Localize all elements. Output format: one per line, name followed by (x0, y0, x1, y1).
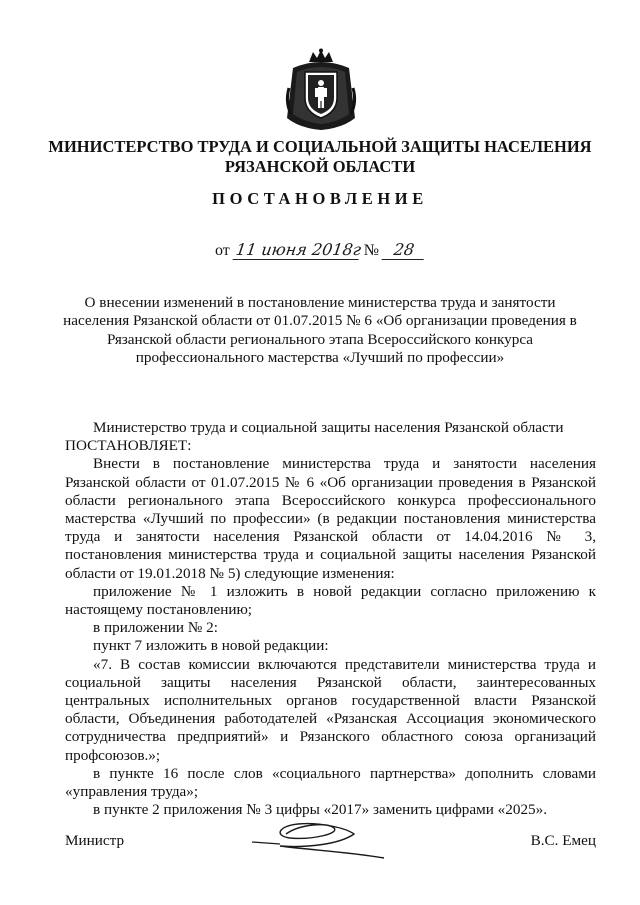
body-paragraph: в пункте 2 приложения № 3 цифры «2017» заменить цифрами «2025». (93, 801, 548, 819)
body-paragraph: в приложении № 2: (93, 619, 218, 637)
ministry-name (40, 137, 600, 177)
subject-line: О внесении изменений в постановление министерства труда и занятости (84, 294, 556, 311)
body-paragraph: пункт 7 изложить в новой редакции: (93, 637, 329, 655)
body-paragraph: приложение № 1 изложить в новой редакции согласно приложению к настоящему постановлению; (65, 582, 596, 619)
body-paragraph: Внести в постановление министерства труда и занятости населения Рязанской области от 01.07.2015 № 6 «Об организации проведения в Рязанской области регионального этапа Всероссийского конкурса профессионального мастерства «Лучший по профессии» (в редакции постановления министерства труда и занятости населения Рязанской области от 14.04.2016 № 3, постановления министерства труда и социальной защиты населения Рязанской области от 19.01.2018 № 5) следующие изменения: (65, 455, 596, 582)
body-paragraph: в пункте 16 после слов «социального партнерства» дополнить словами «управления труда»; (65, 764, 596, 801)
subject-line: населения Рязанской области от 01.07.2015 № 6 «Об организации проведения в (63, 312, 577, 330)
document-subject (60, 294, 580, 368)
document-type-title: ПОСТАНОВЛЕНИЕ (212, 189, 428, 208)
handwritten-date: 11 июня 2018г (232, 240, 361, 260)
ministry-name-line1: МИНИСТЕРСТВО ТРУДА И СОЦИАЛЬНОЙ ЗАЩИТЫ НАСЕЛЕНИЯ (48, 137, 592, 156)
subject-line: профессионального мастерства «Лучший по профессии» (135, 349, 505, 367)
subject-line: Рязанской области регионального этапа Всероссийского конкурса (106, 330, 534, 348)
decree-word: ПОСТАНОВЛЯЕТ: (65, 437, 192, 455)
ministry-name-line2: РЯЗАНСКОЙ ОБЛАСТИ (224, 157, 416, 176)
signer-role: Министр (65, 832, 125, 849)
date-number-line (0, 240, 640, 260)
number-label: № (363, 242, 380, 259)
coat-of-arms-emblem (283, 48, 359, 132)
document-body (65, 419, 596, 819)
preamble-paragraph: Министерство труда и социальной защиты населения Рязанской области (93, 419, 564, 436)
body-paragraph: «7. В состав комиссии включаются представители министерства труда и социальной защиты населения Рязанской области, заинтересованных центральных исполнительных органов государственной власти Рязанской области, Объединения работодателей «Рязанская Ассоциация экономического сотрудничества предприятий» и Рязанского областного союза организаций профсоюзов.»; (65, 655, 596, 764)
handwritten-signature (250, 814, 390, 864)
signer-name: В.С. Емец (530, 832, 596, 849)
handwritten-number: 28 (382, 240, 427, 260)
date-prefix: от (214, 242, 230, 259)
